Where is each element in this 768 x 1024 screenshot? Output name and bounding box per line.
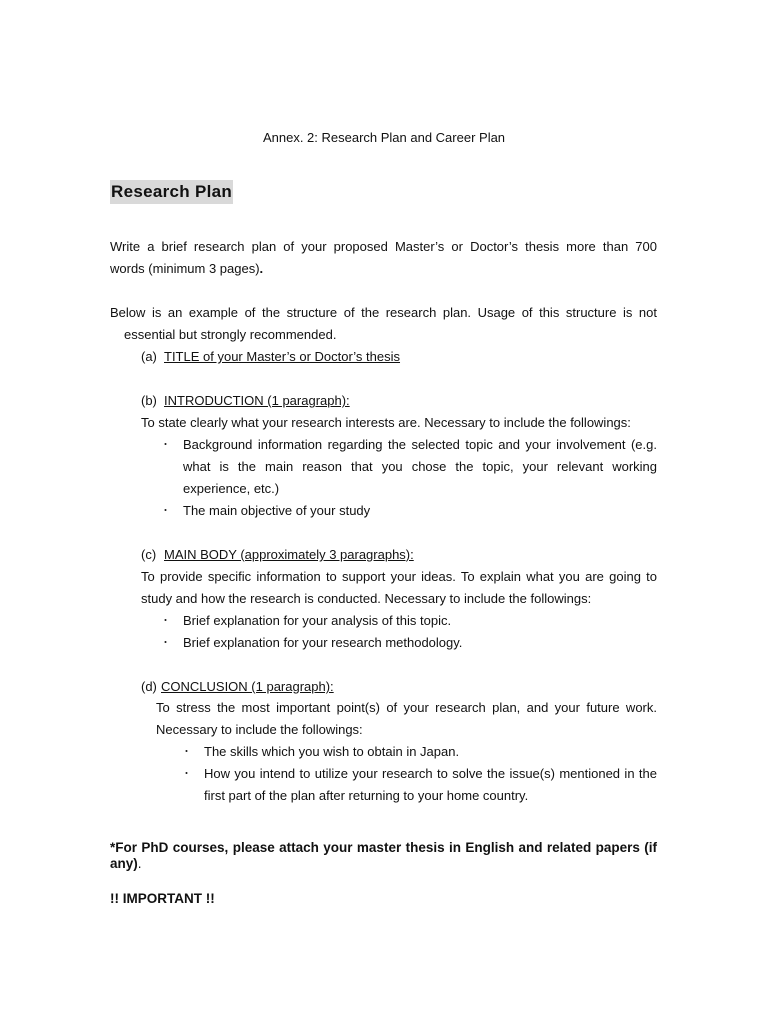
item-a-title: TITLE of your Master’s or Doctor’s thesis [164,349,401,364]
item-c-bullet-2-marker: ・ [160,637,171,649]
section-heading: Research Plan [110,180,233,204]
annex-title: Annex. 2: Research Plan and Career Plan [262,130,506,145]
intro-paragraph [110,236,657,280]
intro-line-1: Write a brief research plan of your proposed Master’s or Doctor’s thesis more than 700 [110,239,657,254]
item-d-marker: (d) [141,679,157,694]
item-b-bullet-2-marker: ・ [160,505,171,517]
intro-line-2-text: words (minimum 3 pages) [110,261,260,276]
intro-line-2 [110,258,657,280]
item-a-marker: (a) [141,349,157,364]
item-d-desc: To stress the most important point(s) of your research plan, and your future work. Necessary to include the followings: [156,700,657,737]
item-d-bullet-1: The skills which you wish to obtain in Japan. [204,744,460,759]
item-c-bullet-1: Brief explanation for your analysis of this topic. [183,613,452,628]
structure-paragraph [110,302,657,346]
item-b-bullet-1: Background information regarding the selected topic and your involvement (e.g. what is the main reason that you chose the topic, your relevant working experience, etc.) [183,437,657,496]
item-c-bullet-2: Brief explanation for your research methodology. [183,635,463,650]
structure-line-2: essential but strongly recommended. [124,327,337,342]
item-d-bullet-2: How you intend to utilize your research to solve the issue(s) mentioned in the first part of the plan after returning to your home country. [204,766,657,803]
item-c-bullet-1-marker: ・ [160,615,171,627]
important-heading: !! IMPORTANT !! [110,891,215,906]
intro-line-2-period: . [259,261,264,276]
item-c-title: MAIN BODY (approximately 3 paragraphs): [164,547,414,562]
phd-note-period: . [137,856,142,871]
item-d-bullet-1-marker: ・ [181,746,192,758]
item-b-marker: (b) [141,393,157,408]
structure-line-1: Below is an example of the structure of the research plan. Usage of this structure is not [110,305,657,320]
item-c-marker: (c) [141,547,157,562]
item-b-title: INTRODUCTION (1 paragraph): [164,393,350,408]
item-b-bullet-1-marker: ・ [160,439,171,451]
item-b-bullet-2: The main objective of your study [183,503,371,518]
item-d-title: CONCLUSION (1 paragraph): [161,679,334,694]
item-d-bullet-2-marker: ・ [181,768,192,780]
item-c-desc: To provide specific information to support your ideas. To explain what you are going to study and how the research is conducted. Necessary to include the followings: [141,569,657,606]
phd-note [110,840,657,872]
item-b-desc: To state clearly what your research interests are. Necessary to include the followings: [141,415,631,430]
phd-note-text: *For PhD courses, please attach your master thesis in English and related papers (if any) [110,840,657,871]
